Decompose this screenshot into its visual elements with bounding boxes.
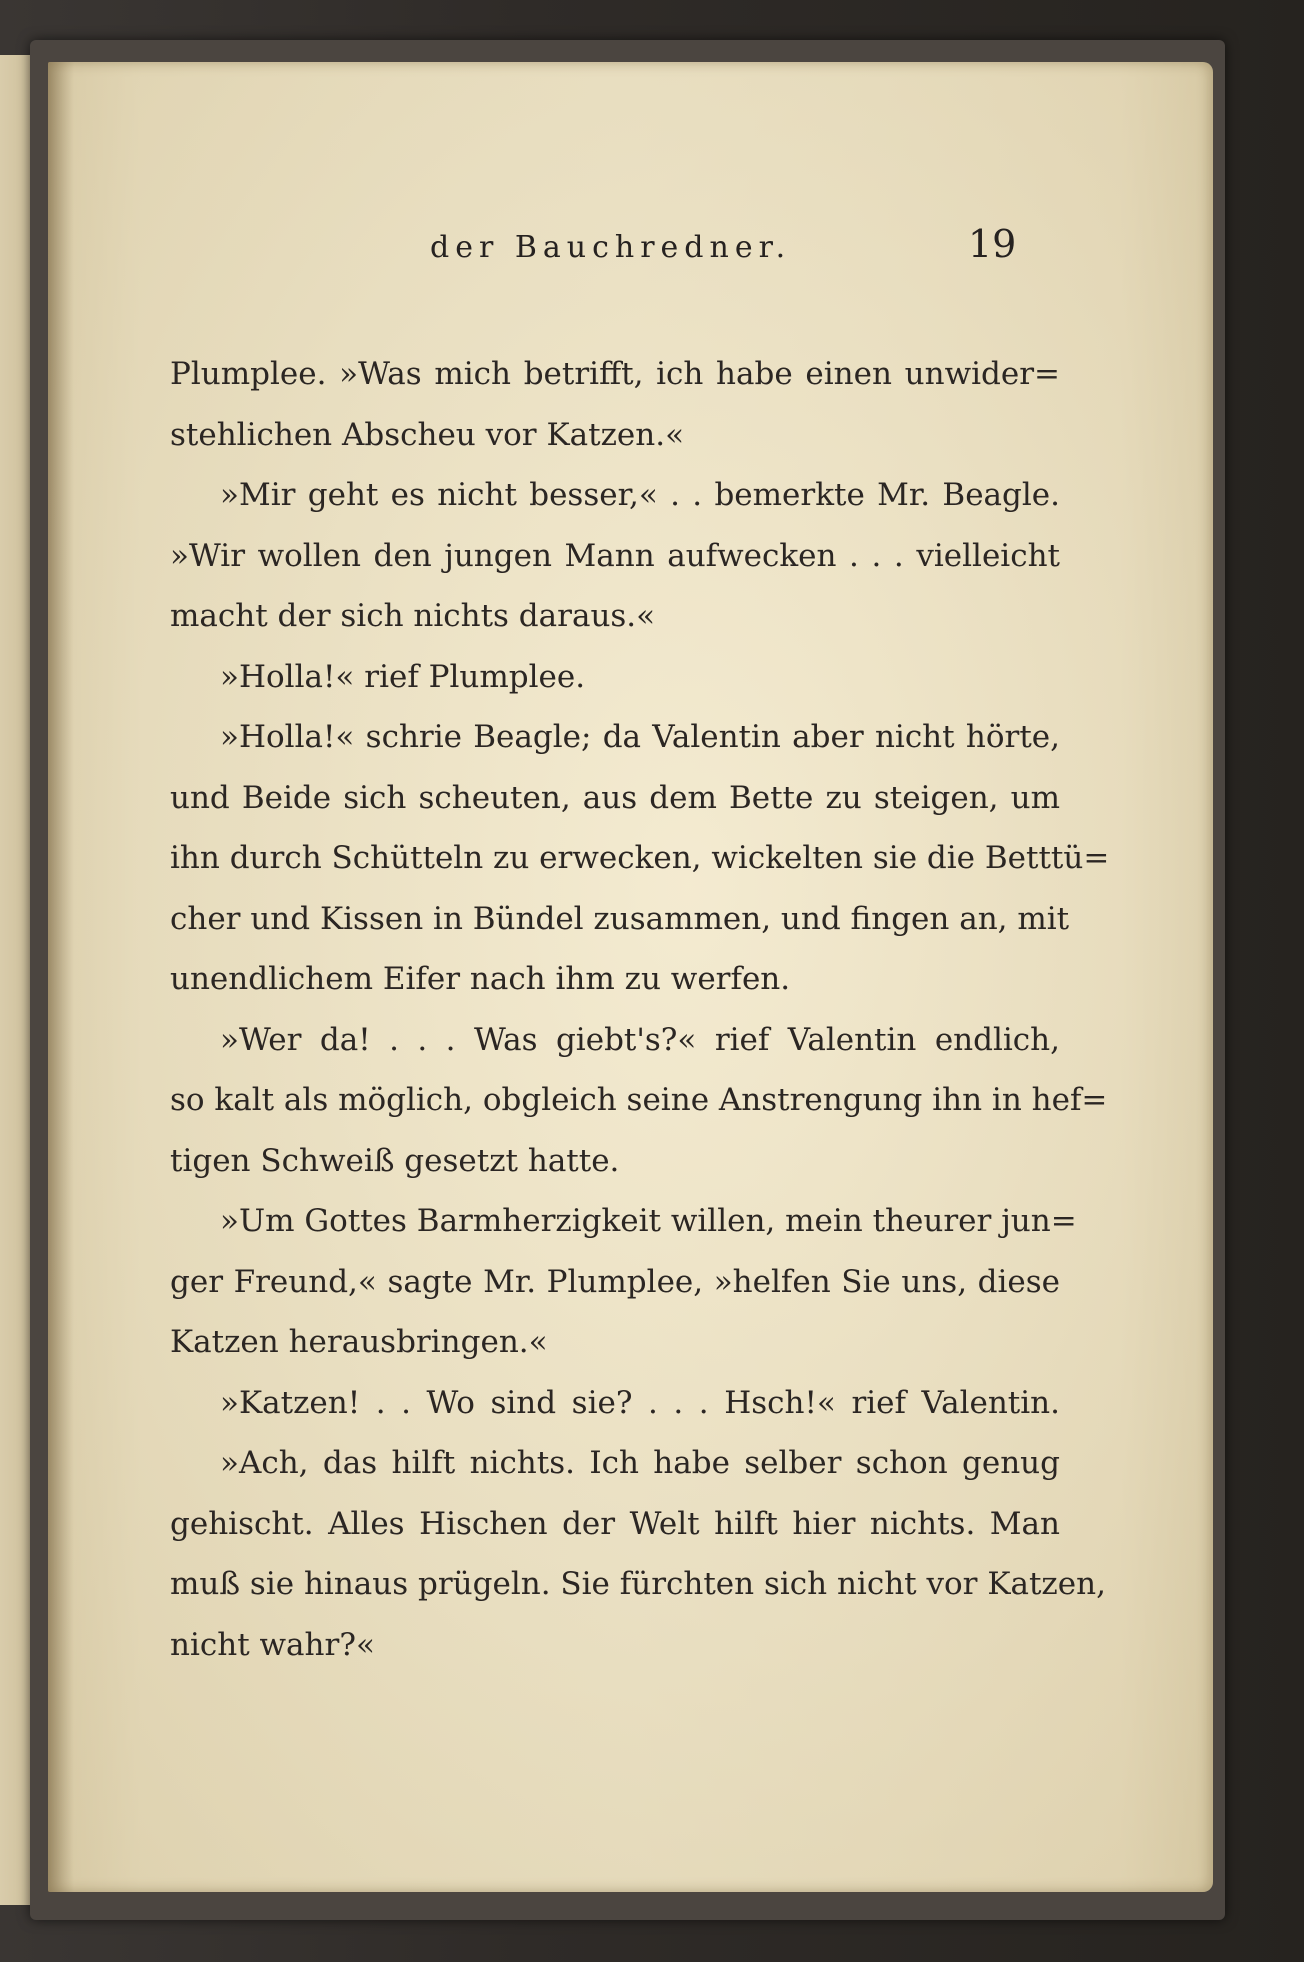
book-page: [48, 62, 1213, 1892]
gutter-shadow: [48, 62, 74, 1892]
running-head: [48, 222, 1213, 290]
running-title: der Bauchredner.: [430, 230, 792, 265]
text-line: »Ach, das hilft nichts. Ich habe selber schon genug: [220, 1445, 1060, 1481]
text-line: und Beide sich scheuten, aus dem Bette zu steigen, um: [170, 779, 1060, 816]
body-text: [170, 344, 1110, 1675]
text-line: Plumplee. »Was mich betrifft, ich habe einen unwider=: [170, 356, 1060, 392]
text-line: nicht wahr?«: [170, 1626, 375, 1663]
text-line: »Holla!« rief Plumplee.: [220, 658, 586, 695]
text-line: »Katzen! . . Wo sind sie? . . . Hsch!« rief Valentin.: [220, 1384, 1060, 1421]
text-line: tigen Schweiß gesetzt hatte.: [170, 1142, 620, 1179]
text-line: cher und Kissen in Bündel zusammen, und fingen an, mit: [170, 900, 1070, 937]
text-line: so kalt als möglich, obgleich seine Anstrengung ihn in hef=: [170, 1082, 1108, 1118]
text-line: ger Freund,« sagte Mr. Plumplee, »helfen Sie uns, diese: [170, 1263, 1060, 1300]
text-line: muß sie hinaus prügeln. Sie fürchten sich nicht vor Katzen,: [170, 1566, 1106, 1602]
text-line: unendlichem Eifer nach ihm zu werfen.: [170, 961, 791, 997]
text-line: Katzen herausbringen.«: [170, 1324, 548, 1360]
text-line: »Um Gottes Barmherzigkeit willen, mein theurer jun=: [220, 1203, 1077, 1239]
text-line: »Mir geht es nicht besser,« . . bemerkte Mr. Beagle.: [220, 477, 1060, 513]
text-line: ihn durch Schütteln zu erwecken, wickelten sie die Betttü=: [170, 840, 1110, 876]
page-number: 19: [968, 222, 1017, 266]
text-line: stehlichen Abscheu vor Katzen.«: [170, 416, 685, 453]
text-line: macht der sich nichts daraus.«: [170, 598, 656, 634]
text-line: »Holla!« schrie Beagle; da Valentin aber nicht hörte,: [220, 719, 1060, 755]
text-line: gehischt. Alles Hischen der Welt hilft hier nichts. Man: [170, 1505, 1060, 1542]
text-line: »Wir wollen den jungen Mann aufwecken . . . vielleicht: [170, 537, 1060, 574]
text-line: »Wer da! . . . Was giebt's?« rief Valentin endlich,: [220, 1021, 1060, 1058]
